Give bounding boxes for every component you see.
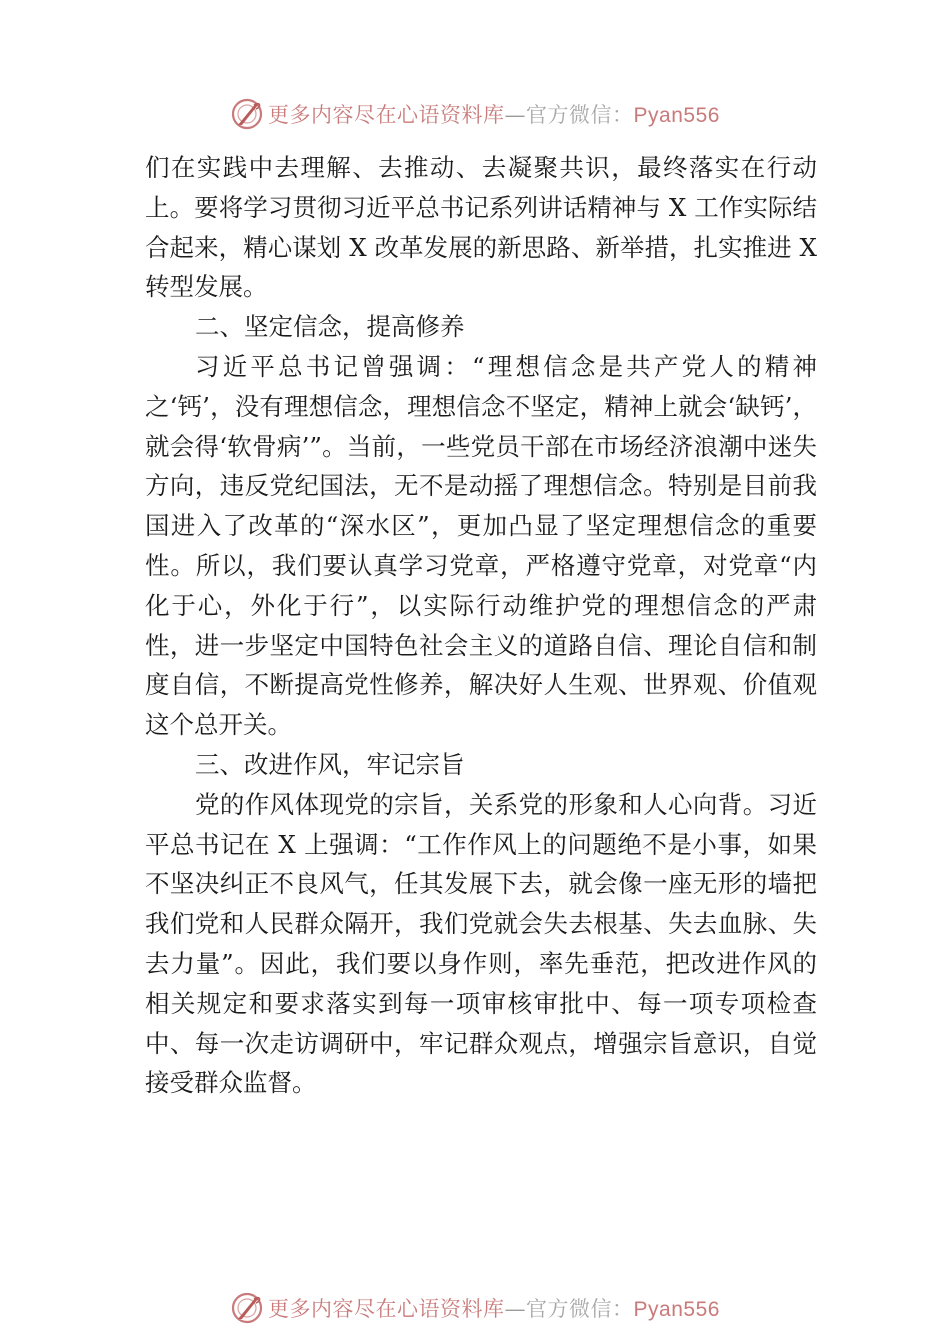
paragraph-style: 党的作风体现党的宗旨，关系党的形象和人心向背。习近平总书记在 X 上强调：“工作作风上的问题绝不是小事，如果不坚决纠正不良风气，任其发展下去，就会像一座无形的墙把我们党和人民群众隔开，我们党就会失去根基、失去血脉、失去力量”。因此，我们要以身作则，率先垂范，把改进作风的相关规定和要求落实到每一项审核审批中、每一项专项检查中、每一次走访调研中，牢记群众观点，增强宗旨意识，自觉接受群众监督。 xyxy=(145,789,817,1098)
paragraph-faith: 习近平总书记曾强调：“理想信念是共产党人的精神之‘钙’，没有理想信念，理想信念不坚定，精神上就会‘缺钙’，就会得‘软骨病’”。当前，一些党员干部在市场经济浪潮中迷失方向，违反党纪国法，无不是动摇了理想信念。特别是目前我国进入了改革的“深水区”，更加凸显了坚定理想信念的重要性。所以，我们要认真学习党章，严格遵守党章，对党章“内化于心，外化于行”，以实际行动维护党的理想信念的严肃性，进一步坚定中国特色社会主义的道路自信、理论自信和制度自信，不断提高党性修养，解决好人生观、世界观、价值观这个总开关。 xyxy=(145,351,817,740)
banner-wechat-id: Pyan556 xyxy=(633,1298,720,1321)
footer-banner xyxy=(0,1288,950,1328)
document-body xyxy=(145,148,817,1103)
banner-separator: — xyxy=(504,1297,527,1321)
banner-main-text: 更多内容尽在心语资料库 xyxy=(268,103,505,127)
banner-wechat-label: 官方微信： xyxy=(526,1297,634,1321)
quill-pen-seal-icon xyxy=(230,97,264,131)
banner-separator: — xyxy=(504,103,527,127)
section-heading-2: 二、坚定信念，提高修养 xyxy=(195,312,465,342)
paragraph-continuation: 们在实践中去理解、去推动、去凝聚共识，最终落实在行动上。要将学习贯彻习近平总书记系列讲话精神与 X 工作实际结合起来，精心谋划 X 改革发展的新思路、新举措，扎实推进 X 转型发展。 xyxy=(145,153,817,302)
quill-pen-seal-icon xyxy=(230,1291,264,1325)
section-heading-3: 三、改进作风，牢记宗旨 xyxy=(195,749,465,779)
banner-wechat-id: Pyan556 xyxy=(633,104,720,127)
banner-wechat-label: 官方微信： xyxy=(526,103,634,127)
banner-text xyxy=(268,1293,720,1323)
banner-text xyxy=(268,99,720,129)
header-banner xyxy=(0,94,950,134)
banner-main-text: 更多内容尽在心语资料库 xyxy=(268,1297,505,1321)
